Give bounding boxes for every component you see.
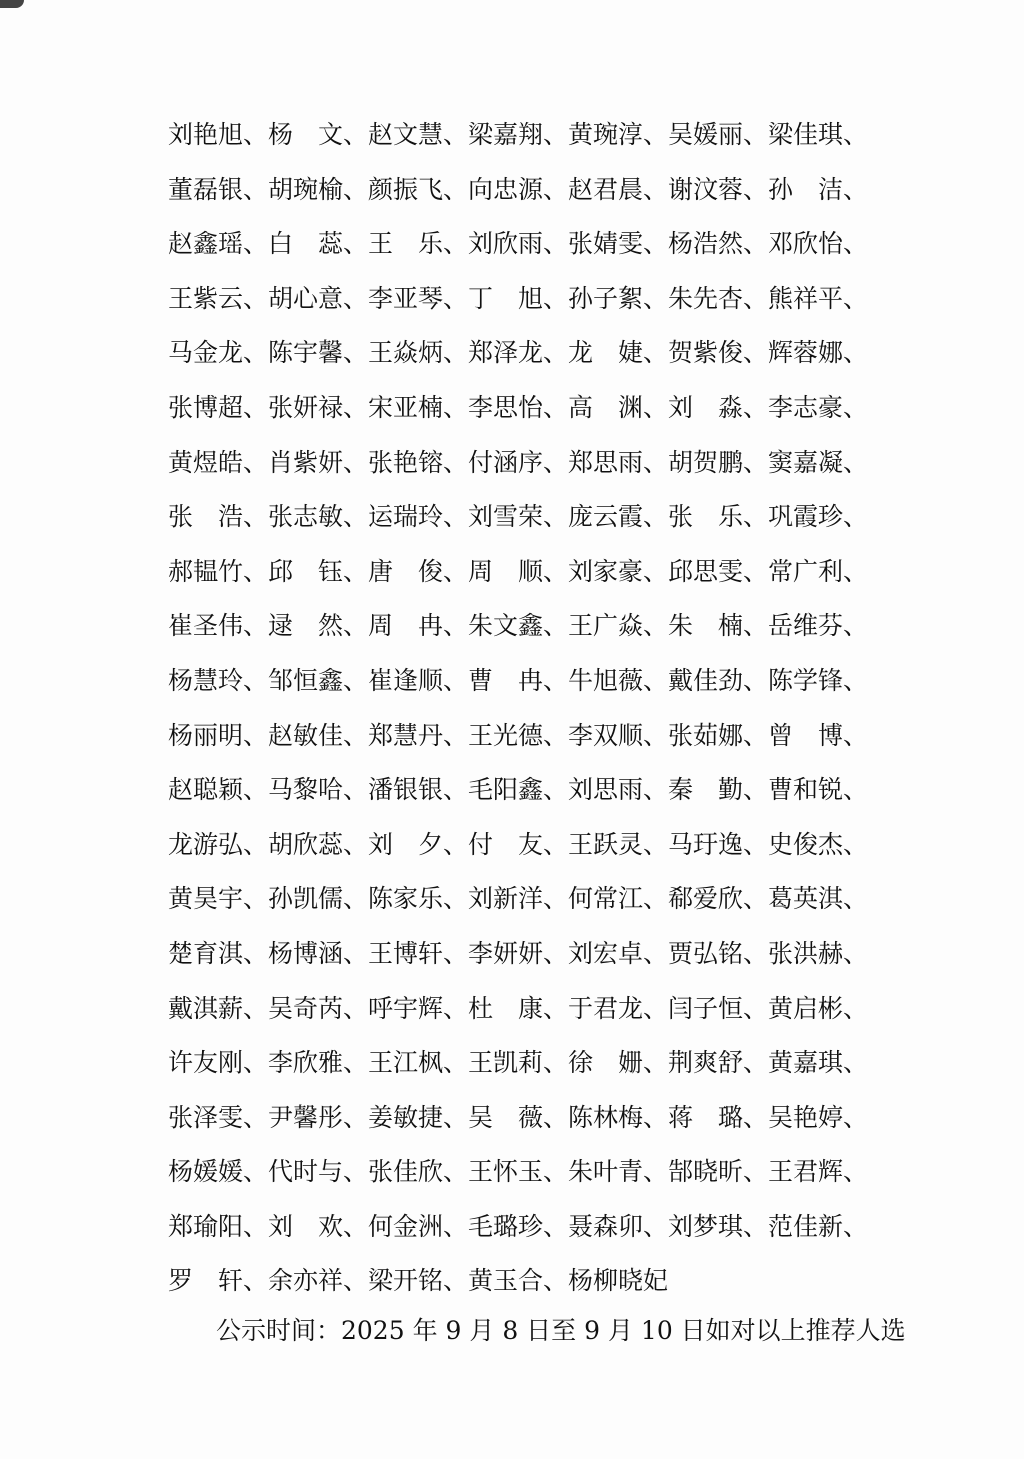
name-row: 黄煜皓、肖紫妍、张艳镕、付涵序、郑思雨、胡贺鹏、窦嘉凝、 <box>168 447 869 477</box>
publicity-period-notice: 公示时间：2025 年 9 月 8 日至 9 月 10 日如对以上推荐人选 <box>216 1316 906 1345</box>
recommended-names-list <box>168 108 898 1309</box>
name-row: 董磊银、胡琬榆、颜振飞、向忠源、赵君晨、谢汶蓉、孙 洁、 <box>168 174 869 204</box>
name-row: 许友刚、李欣雅、王江枫、王凯莉、徐 姗、荆爽舒、黄嘉琪、 <box>168 1048 869 1078</box>
name-row: 杨慧玲、邹恒鑫、崔逢顺、曹 冉、牛旭薇、戴佳劲、陈学锋、 <box>168 665 869 695</box>
name-row: 龙游弘、胡欣蕊、刘 夕、付 友、王跃灵、马玗逸、史俊杰、 <box>168 829 869 859</box>
name-row: 罗 轩、余亦祥、梁开铭、黄玉合、杨柳晓妃 <box>168 1266 669 1296</box>
name-row: 王紫云、胡心意、李亚琴、丁 旭、孙子絮、朱先杏、熊祥平、 <box>168 283 869 313</box>
name-row: 赵聪颖、马黎哈、潘银银、毛阳鑫、刘思雨、秦 勤、曹和锐、 <box>168 775 869 805</box>
name-row: 楚育淇、杨博涵、王博轩、李妍妍、刘宏卓、贾弘铭、张洪赫、 <box>168 938 869 968</box>
name-row: 张泽雯、尹馨彤、姜敏捷、吴 薇、陈林梅、蒋 璐、吴艳婷、 <box>168 1102 869 1132</box>
name-row: 杨丽明、赵敏佳、郑慧丹、王光德、李双顺、张茹娜、曾 博、 <box>168 720 869 750</box>
name-row: 戴淇薪、吴奇芮、呼宇辉、杜 康、于君龙、闫子恒、黄启彬、 <box>168 993 869 1023</box>
name-row: 郝韫竹、邱 钰、唐 俊、周 顺、刘家豪、邱思雯、常广利、 <box>168 556 869 586</box>
name-row: 杨媛媛、代时与、张佳欣、王怀玉、朱叶青、郜晓昕、王君辉、 <box>168 1157 869 1187</box>
name-row: 刘艳旭、杨 文、赵文慧、梁嘉翔、黄琬淳、吴媛丽、梁佳琪、 <box>168 120 869 149</box>
name-row: 崔圣伟、逯 然、周 冉、朱文鑫、王广焱、朱 楠、岳维芬、 <box>168 611 869 641</box>
name-row: 赵鑫瑶、白 蕊、王 乐、刘欣雨、张婧雯、杨浩然、邓欣怡、 <box>168 229 869 259</box>
name-row: 张 浩、张志敏、运瑞玲、刘雪荣、庞云霞、张 乐、巩霞珍、 <box>168 502 869 532</box>
scan-corner-mark <box>0 0 24 8</box>
name-row: 张博超、张妍禄、宋亚楠、李思怡、高 渊、刘 淼、李志豪、 <box>168 392 869 422</box>
name-row: 马金龙、陈宇馨、王焱炳、郑泽龙、龙 婕、贺紫俊、辉蓉娜、 <box>168 338 869 368</box>
name-row: 黄昊宇、孙凯儒、陈家乐、刘新洋、何常江、郗爱欣、葛英淇、 <box>168 884 869 914</box>
name-row: 郑瑜阳、刘 欢、何金洲、毛璐珍、聂森卯、刘梦琪、范佳新、 <box>168 1211 869 1241</box>
